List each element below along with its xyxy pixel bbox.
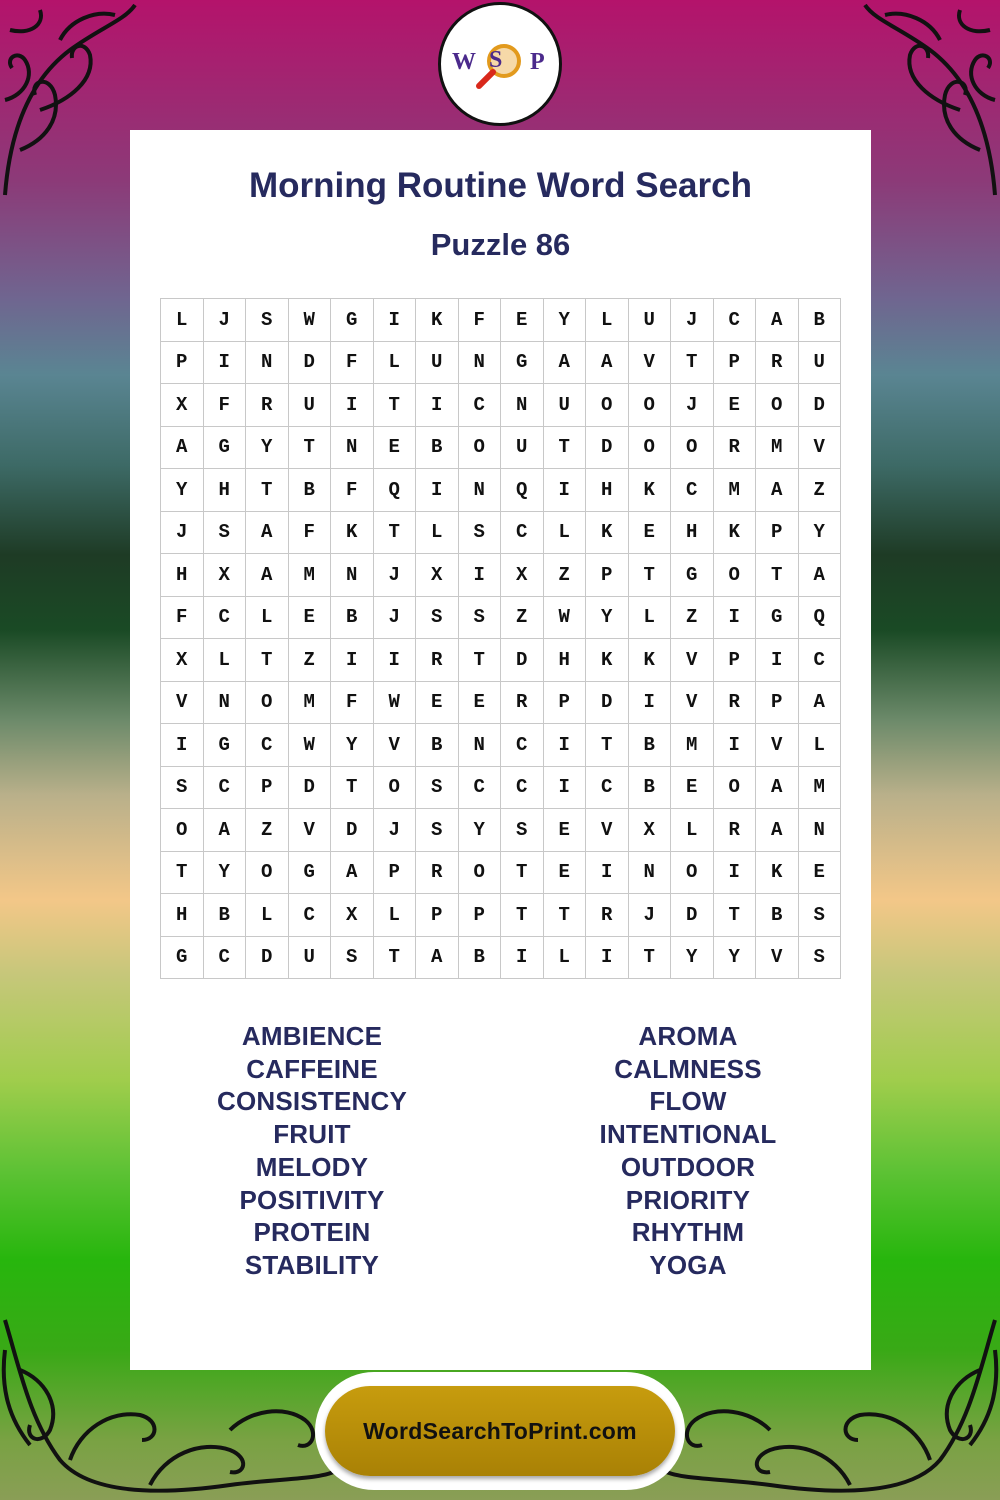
- grid-cell[interactable]: F: [331, 342, 374, 385]
- grid-cell[interactable]: M: [714, 469, 757, 512]
- grid-cell[interactable]: I: [374, 299, 417, 342]
- grid-cell[interactable]: C: [501, 512, 544, 555]
- logo-letter-s: S: [489, 47, 503, 73]
- grid-cell[interactable]: H: [161, 894, 204, 937]
- grid-cell[interactable]: O: [714, 554, 757, 597]
- grid-cell[interactable]: O: [374, 767, 417, 810]
- grid-cell[interactable]: S: [416, 767, 459, 810]
- grid-cell[interactable]: V: [161, 682, 204, 725]
- grid-cell[interactable]: Y: [714, 937, 757, 980]
- grid-cell[interactable]: I: [416, 384, 459, 427]
- grid-cell[interactable]: Z: [671, 597, 714, 640]
- grid-cell[interactable]: F: [204, 384, 247, 427]
- grid-cell[interactable]: V: [756, 724, 799, 767]
- grid-cell[interactable]: V: [756, 937, 799, 980]
- word-list-left: [162, 1020, 462, 1282]
- grid-cell[interactable]: O: [714, 767, 757, 810]
- grid-cell[interactable]: H: [586, 469, 629, 512]
- grid-cell[interactable]: N: [331, 427, 374, 470]
- grid-cell[interactable]: Q: [374, 469, 417, 512]
- grid-cell[interactable]: T: [629, 937, 672, 980]
- grid-cell[interactable]: Y: [331, 724, 374, 767]
- grid-cell[interactable]: K: [416, 299, 459, 342]
- grid-cell[interactable]: Y: [544, 299, 587, 342]
- grid-cell[interactable]: V: [374, 724, 417, 767]
- grid-cell[interactable]: O: [246, 682, 289, 725]
- grid-cell[interactable]: J: [374, 809, 417, 852]
- grid-cell[interactable]: P: [756, 512, 799, 555]
- logo-letter-p: P: [530, 49, 545, 75]
- grid-cell[interactable]: K: [629, 469, 672, 512]
- grid-cell[interactable]: B: [289, 469, 332, 512]
- grid-cell[interactable]: M: [799, 767, 842, 810]
- grid-cell[interactable]: W: [374, 682, 417, 725]
- grid-cell[interactable]: I: [161, 724, 204, 767]
- grid-cell[interactable]: S: [459, 597, 502, 640]
- grid-cell[interactable]: C: [799, 639, 842, 682]
- grid-cell[interactable]: T: [671, 342, 714, 385]
- grid-cell[interactable]: T: [714, 894, 757, 937]
- word-list-item: FLOW: [649, 1086, 727, 1117]
- grid-cell[interactable]: Y: [799, 512, 842, 555]
- grid-cell[interactable]: U: [544, 384, 587, 427]
- grid-cell[interactable]: D: [671, 894, 714, 937]
- grid-cell[interactable]: S: [331, 937, 374, 980]
- website-button[interactable]: WordSearchToPrint.com: [325, 1386, 675, 1476]
- grid-cell[interactable]: U: [799, 342, 842, 385]
- grid-cell[interactable]: I: [544, 469, 587, 512]
- grid-cell[interactable]: P: [374, 852, 417, 895]
- grid-cell[interactable]: Y: [246, 427, 289, 470]
- grid-cell[interactable]: X: [416, 554, 459, 597]
- grid-cell[interactable]: A: [246, 512, 289, 555]
- grid-cell[interactable]: A: [799, 682, 842, 725]
- grid-cell[interactable]: Z: [501, 597, 544, 640]
- grid-cell[interactable]: B: [416, 724, 459, 767]
- grid-cell[interactable]: Z: [289, 639, 332, 682]
- grid-cell[interactable]: P: [246, 767, 289, 810]
- grid-cell[interactable]: U: [289, 937, 332, 980]
- grid-cell[interactable]: M: [289, 554, 332, 597]
- grid-cell[interactable]: S: [204, 512, 247, 555]
- grid-cell[interactable]: V: [289, 809, 332, 852]
- grid-cell[interactable]: C: [714, 299, 757, 342]
- grid-cell[interactable]: C: [501, 724, 544, 767]
- grid-cell[interactable]: B: [459, 937, 502, 980]
- grid-cell[interactable]: F: [161, 597, 204, 640]
- grid-cell[interactable]: O: [671, 427, 714, 470]
- grid-cell[interactable]: T: [374, 512, 417, 555]
- grid-cell[interactable]: S: [459, 512, 502, 555]
- grid-cell[interactable]: H: [544, 639, 587, 682]
- grid-cell[interactable]: T: [374, 384, 417, 427]
- grid-cell[interactable]: L: [204, 639, 247, 682]
- grid-cell[interactable]: L: [799, 724, 842, 767]
- grid-cell[interactable]: X: [629, 809, 672, 852]
- grid-cell[interactable]: G: [161, 937, 204, 980]
- grid-cell[interactable]: I: [374, 639, 417, 682]
- grid-cell[interactable]: E: [671, 767, 714, 810]
- grid-cell[interactable]: V: [671, 682, 714, 725]
- grid-cell[interactable]: I: [756, 639, 799, 682]
- grid-cell[interactable]: I: [544, 724, 587, 767]
- grid-cell[interactable]: J: [629, 894, 672, 937]
- grid-cell[interactable]: I: [331, 384, 374, 427]
- grid-cell[interactable]: O: [671, 852, 714, 895]
- grid-cell[interactable]: R: [756, 342, 799, 385]
- site-logo[interactable]: [438, 2, 562, 126]
- word-list-right: [538, 1020, 838, 1282]
- page-title: Morning Routine Word Search: [249, 166, 752, 205]
- grid-cell[interactable]: N: [204, 682, 247, 725]
- grid-cell[interactable]: S: [799, 894, 842, 937]
- grid-cell[interactable]: X: [161, 639, 204, 682]
- grid-cell[interactable]: E: [416, 682, 459, 725]
- grid-cell[interactable]: Y: [204, 852, 247, 895]
- grid-cell[interactable]: V: [586, 809, 629, 852]
- grid-cell[interactable]: P: [586, 554, 629, 597]
- grid-cell[interactable]: P: [416, 894, 459, 937]
- grid-cell[interactable]: R: [714, 682, 757, 725]
- grid-cell[interactable]: I: [204, 342, 247, 385]
- ornament-top-right-icon: [860, 0, 1000, 200]
- word-list-item: AMBIENCE: [241, 1021, 383, 1051]
- grid-cell[interactable]: E: [289, 597, 332, 640]
- word-list-item: CALMNESS: [614, 1053, 762, 1084]
- grid-cell[interactable]: L: [671, 809, 714, 852]
- grid-cell[interactable]: A: [544, 342, 587, 385]
- grid-cell[interactable]: W: [289, 724, 332, 767]
- grid-cell[interactable]: I: [629, 682, 672, 725]
- grid-cell[interactable]: S: [416, 809, 459, 852]
- grid-cell[interactable]: Y: [161, 469, 204, 512]
- grid-cell[interactable]: T: [459, 639, 502, 682]
- grid-cell[interactable]: T: [756, 554, 799, 597]
- grid-cell[interactable]: D: [246, 937, 289, 980]
- grid-cell[interactable]: C: [289, 894, 332, 937]
- grid-cell[interactable]: R: [416, 639, 459, 682]
- grid-cell[interactable]: S: [161, 767, 204, 810]
- grid-cell[interactable]: R: [714, 427, 757, 470]
- grid-cell[interactable]: Q: [501, 469, 544, 512]
- grid-cell[interactable]: I: [714, 597, 757, 640]
- grid-cell[interactable]: A: [161, 427, 204, 470]
- grid-cell[interactable]: X: [501, 554, 544, 597]
- grid-cell[interactable]: T: [586, 724, 629, 767]
- grid-cell[interactable]: N: [459, 724, 502, 767]
- grid-cell[interactable]: E: [459, 682, 502, 725]
- grid-cell[interactable]: T: [374, 937, 417, 980]
- grid-cell[interactable]: L: [544, 937, 587, 980]
- grid-cell[interactable]: F: [331, 469, 374, 512]
- puzzle-number: Puzzle 86: [430, 227, 571, 262]
- grid-cell[interactable]: Y: [586, 597, 629, 640]
- grid-cell[interactable]: N: [331, 554, 374, 597]
- grid-cell[interactable]: B: [204, 894, 247, 937]
- grid-cell[interactable]: F: [289, 512, 332, 555]
- grid-cell[interactable]: M: [289, 682, 332, 725]
- grid-cell[interactable]: G: [204, 724, 247, 767]
- grid-cell[interactable]: I: [501, 937, 544, 980]
- grid-cell[interactable]: T: [161, 852, 204, 895]
- grid-cell[interactable]: V: [799, 427, 842, 470]
- word-list-item: INTENTIONAL: [599, 1119, 777, 1150]
- grid-cell[interactable]: A: [204, 809, 247, 852]
- word-list-item: STABILITY: [244, 1249, 380, 1280]
- grid-cell[interactable]: O: [459, 427, 502, 470]
- grid-cell[interactable]: U: [629, 299, 672, 342]
- ornament-top-left-icon: [0, 0, 140, 200]
- grid-cell[interactable]: M: [671, 724, 714, 767]
- grid-cell[interactable]: S: [799, 937, 842, 980]
- grid-cell[interactable]: E: [501, 299, 544, 342]
- word-list-item: FRUIT: [273, 1119, 351, 1150]
- word-list-item: POSITIVITY: [239, 1184, 385, 1215]
- grid-cell[interactable]: L: [161, 299, 204, 342]
- grid-cell[interactable]: A: [246, 554, 289, 597]
- grid-cell[interactable]: O: [586, 384, 629, 427]
- grid-cell[interactable]: W: [289, 299, 332, 342]
- grid-cell[interactable]: A: [799, 554, 842, 597]
- grid-cell[interactable]: P: [459, 894, 502, 937]
- grid-cell[interactable]: F: [459, 299, 502, 342]
- grid-cell[interactable]: P: [161, 342, 204, 385]
- grid-cell[interactable]: A: [586, 342, 629, 385]
- grid-cell[interactable]: K: [714, 512, 757, 555]
- grid-cell[interactable]: C: [459, 767, 502, 810]
- grid-cell[interactable]: E: [544, 852, 587, 895]
- grid-cell[interactable]: D: [586, 682, 629, 725]
- grid-cell[interactable]: I: [586, 937, 629, 980]
- grid-cell[interactable]: P: [714, 342, 757, 385]
- grid-cell[interactable]: T: [544, 894, 587, 937]
- word-list-item: RHYTHM: [631, 1217, 745, 1248]
- word-list-item: OUTDOOR: [620, 1151, 756, 1182]
- grid-cell[interactable]: R: [714, 809, 757, 852]
- word-list-item: PRIORITY: [625, 1184, 751, 1215]
- grid-cell[interactable]: J: [374, 554, 417, 597]
- grid-cell[interactable]: V: [671, 639, 714, 682]
- grid-cell[interactable]: C: [501, 767, 544, 810]
- grid-cell[interactable]: D: [501, 639, 544, 682]
- word-list-item: CONSISTENCY: [216, 1086, 407, 1117]
- grid-cell[interactable]: B: [416, 427, 459, 470]
- letter-grid: [160, 298, 841, 979]
- grid-cell[interactable]: U: [416, 342, 459, 385]
- grid-cell[interactable]: I: [459, 554, 502, 597]
- grid-cell[interactable]: X: [161, 384, 204, 427]
- grid-cell[interactable]: B: [799, 299, 842, 342]
- grid-cell[interactable]: D: [289, 342, 332, 385]
- word-list-item: CAFFEINE: [246, 1053, 378, 1084]
- grid-cell[interactable]: X: [204, 554, 247, 597]
- grid-cell[interactable]: H: [161, 554, 204, 597]
- logo-letter-w: W: [452, 49, 476, 75]
- grid-cell[interactable]: N: [799, 809, 842, 852]
- grid-cell[interactable]: L: [246, 894, 289, 937]
- grid-cell[interactable]: A: [331, 852, 374, 895]
- grid-cell[interactable]: A: [756, 809, 799, 852]
- grid-cell[interactable]: B: [629, 767, 672, 810]
- grid-cell[interactable]: A: [756, 767, 799, 810]
- grid-cell[interactable]: J: [374, 597, 417, 640]
- grid-cell[interactable]: K: [586, 512, 629, 555]
- grid-cell[interactable]: C: [459, 384, 502, 427]
- grid-cell[interactable]: C: [586, 767, 629, 810]
- grid-cell[interactable]: B: [756, 894, 799, 937]
- grid-cell[interactable]: S: [501, 809, 544, 852]
- grid-cell[interactable]: T: [331, 767, 374, 810]
- grid-cell[interactable]: G: [331, 299, 374, 342]
- grid-cell[interactable]: O: [629, 384, 672, 427]
- word-list-item: MELODY: [255, 1151, 369, 1182]
- grid-cell[interactable]: A: [416, 937, 459, 980]
- grid-cell[interactable]: Z: [544, 554, 587, 597]
- grid-cell[interactable]: K: [629, 639, 672, 682]
- grid-cell[interactable]: J: [161, 512, 204, 555]
- grid-cell[interactable]: D: [799, 384, 842, 427]
- grid-cell[interactable]: B: [629, 724, 672, 767]
- grid-cell[interactable]: G: [204, 427, 247, 470]
- grid-cell[interactable]: R: [246, 384, 289, 427]
- grid-cell[interactable]: I: [544, 767, 587, 810]
- puzzle-panel: [130, 130, 871, 1370]
- grid-cell[interactable]: K: [756, 852, 799, 895]
- grid-cell[interactable]: T: [501, 852, 544, 895]
- grid-cell[interactable]: K: [586, 639, 629, 682]
- grid-cell[interactable]: S: [246, 299, 289, 342]
- grid-cell[interactable]: L: [374, 342, 417, 385]
- grid-cell[interactable]: Z: [799, 469, 842, 512]
- grid-cell[interactable]: L: [246, 597, 289, 640]
- grid-cell[interactable]: N: [459, 469, 502, 512]
- grid-cell[interactable]: T: [246, 469, 289, 512]
- grid-cell[interactable]: O: [756, 384, 799, 427]
- grid-cell[interactable]: H: [671, 512, 714, 555]
- grid-cell[interactable]: E: [714, 384, 757, 427]
- grid-cell[interactable]: Q: [799, 597, 842, 640]
- grid-cell[interactable]: A: [756, 469, 799, 512]
- word-list-item: YOGA: [649, 1249, 727, 1280]
- grid-cell[interactable]: G: [289, 852, 332, 895]
- grid-cell[interactable]: N: [629, 852, 672, 895]
- grid-cell[interactable]: O: [161, 809, 204, 852]
- grid-cell[interactable]: R: [416, 852, 459, 895]
- grid-cell[interactable]: T: [501, 894, 544, 937]
- grid-cell[interactable]: T: [544, 427, 587, 470]
- grid-cell[interactable]: E: [544, 809, 587, 852]
- grid-cell[interactable]: L: [586, 299, 629, 342]
- grid-cell[interactable]: I: [586, 852, 629, 895]
- grid-cell[interactable]: V: [629, 342, 672, 385]
- grid-cell[interactable]: O: [459, 852, 502, 895]
- grid-cell[interactable]: G: [756, 597, 799, 640]
- grid-cell[interactable]: L: [629, 597, 672, 640]
- grid-cell[interactable]: I: [331, 639, 374, 682]
- grid-cell[interactable]: J: [204, 299, 247, 342]
- grid-cell[interactable]: C: [204, 767, 247, 810]
- grid-cell[interactable]: J: [671, 299, 714, 342]
- grid-cell[interactable]: Z: [246, 809, 289, 852]
- grid-cell[interactable]: M: [756, 427, 799, 470]
- grid-cell[interactable]: W: [544, 597, 587, 640]
- grid-cell[interactable]: N: [246, 342, 289, 385]
- grid-cell[interactable]: B: [331, 597, 374, 640]
- grid-cell[interactable]: T: [246, 639, 289, 682]
- grid-cell[interactable]: D: [586, 427, 629, 470]
- grid-cell[interactable]: O: [629, 427, 672, 470]
- grid-cell[interactable]: G: [671, 554, 714, 597]
- grid-cell[interactable]: E: [374, 427, 417, 470]
- grid-cell[interactable]: C: [204, 597, 247, 640]
- grid-cell[interactable]: F: [331, 682, 374, 725]
- grid-cell[interactable]: D: [289, 767, 332, 810]
- grid-cell[interactable]: U: [289, 384, 332, 427]
- grid-cell[interactable]: J: [671, 384, 714, 427]
- grid-cell[interactable]: U: [501, 427, 544, 470]
- grid-cell[interactable]: Y: [459, 809, 502, 852]
- grid-cell[interactable]: L: [374, 894, 417, 937]
- grid-cell[interactable]: O: [246, 852, 289, 895]
- grid-cell[interactable]: R: [501, 682, 544, 725]
- grid-cell[interactable]: N: [459, 342, 502, 385]
- grid-cell[interactable]: C: [246, 724, 289, 767]
- grid-cell[interactable]: E: [629, 512, 672, 555]
- grid-cell[interactable]: Y: [671, 937, 714, 980]
- grid-cell[interactable]: E: [799, 852, 842, 895]
- word-list-item: AROMA: [638, 1021, 738, 1051]
- grid-cell[interactable]: D: [331, 809, 374, 852]
- grid-cell[interactable]: P: [544, 682, 587, 725]
- word-list-item: PROTEIN: [253, 1217, 371, 1248]
- grid-cell[interactable]: T: [289, 427, 332, 470]
- grid-cell[interactable]: P: [714, 639, 757, 682]
- grid-cell[interactable]: G: [501, 342, 544, 385]
- grid-cell[interactable]: R: [586, 894, 629, 937]
- grid-cell[interactable]: I: [416, 469, 459, 512]
- grid-cell[interactable]: L: [544, 512, 587, 555]
- grid-cell[interactable]: H: [204, 469, 247, 512]
- grid-cell[interactable]: K: [331, 512, 374, 555]
- grid-cell[interactable]: A: [756, 299, 799, 342]
- grid-cell[interactable]: I: [714, 852, 757, 895]
- grid-cell[interactable]: C: [671, 469, 714, 512]
- grid-cell[interactable]: X: [331, 894, 374, 937]
- grid-cell[interactable]: P: [756, 682, 799, 725]
- grid-cell[interactable]: I: [714, 724, 757, 767]
- grid-cell[interactable]: L: [416, 512, 459, 555]
- grid-cell[interactable]: C: [204, 937, 247, 980]
- grid-cell[interactable]: T: [629, 554, 672, 597]
- grid-cell[interactable]: N: [501, 384, 544, 427]
- grid-cell[interactable]: S: [416, 597, 459, 640]
